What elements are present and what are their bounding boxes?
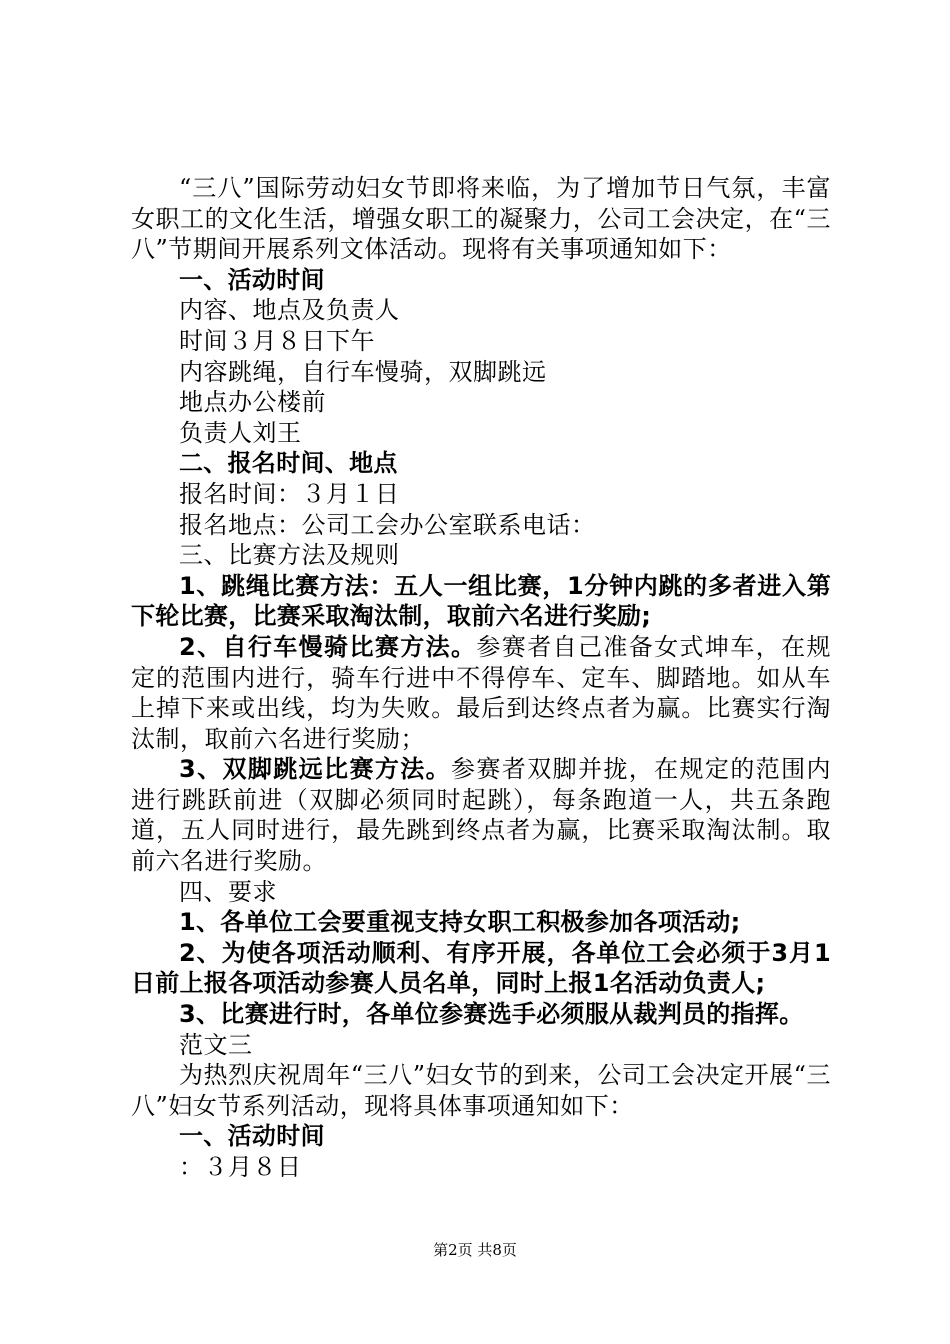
rule1-paragraph: 1、跳绳比赛方法：五人一组比赛，1分钟内跳的多者进入第下轮比赛，比赛采取淘汰制，取前六名进行奖励;	[131, 571, 831, 631]
section1-line-person: 负责人刘王	[179, 418, 302, 447]
rule2-paragraph	[131, 632, 831, 754]
sample-time-line: ：３月８日	[179, 1153, 302, 1181]
section4-heading: 四、要求	[179, 877, 277, 906]
sample-intro-paragraph: 为热烈庆祝周年“三八”妇女节的到来，公司工会决定开展“三八”妇女节系列活动，现将具体事项通知如下：	[131, 1061, 831, 1120]
rule3-body: 参赛者双脚并拢，在规定的范围内进行跳跃前进（双脚必须同时起跳），每条跑道一人，共五条跑道，五人同时进行，最先跳到终点者为赢，比赛采取淘汰制。取前六名进行奖励。	[131, 755, 832, 876]
requirement-2: 2、为使各项活动顺利、有序开展，各单位工会必须于3月1日前上报各项活动参赛人员名单，同时上报1名活动负责人;	[131, 938, 831, 998]
section1-heading: 一、活动时间	[179, 265, 325, 294]
section3-heading: 三、比赛方法及规则	[179, 541, 400, 570]
page-indicator: 第2页 共8页	[433, 1241, 517, 1259]
rule2-body: 参赛者自己准备女式坤车，在规定的范围内进行，骑车行进中不得停车、定车、脚踏地。如从车上掉下来或出线，均为失败。最后到达终点者为赢。比赛实行淘汰制，取前六名进行奖励；	[131, 632, 831, 753]
rule3-paragraph	[131, 754, 831, 876]
section1-line-place: 地点办公楼前	[179, 388, 326, 417]
section1-line-content-place-person: 内容、地点及负责人	[179, 296, 400, 325]
intro-paragraph: “三八”国际劳动妇女节即将来临，为了增加节日气氛，丰富女职工的文化生活，增强女职工的凝聚力，公司工会决定，在“三八”节期间开展系列文体活动。现将有关事项通知如下：	[131, 174, 831, 264]
section1-line-time: 时间３月８日下午	[179, 326, 375, 355]
requirement-3: 3、比赛进行时，各单位参赛选手必须服从裁判员的指挥。	[179, 1000, 804, 1029]
section2-heading: 二、报名时间、地点	[179, 449, 398, 478]
rule2-lead: 2、自行车慢骑比赛方法。	[179, 632, 477, 661]
document-body	[131, 173, 831, 1183]
rule3-lead: 3、双脚跳远比赛方法。	[179, 755, 452, 784]
page-footer	[0, 1240, 950, 1260]
section2-line-signup-time: 报名时间：３月１日	[179, 479, 400, 508]
requirement-1: 1、各单位工会要重视支持女职工积极参加各项活动;	[179, 908, 741, 937]
section1-line-content: 内容跳绳，自行车慢骑，双脚跳远	[179, 357, 547, 386]
sample-title: 范文三	[179, 1030, 253, 1059]
section2-line-signup-place: 报名地点：公司工会办公室联系电话：	[179, 510, 596, 539]
sample-section-heading: 一、活动时间	[179, 1122, 325, 1151]
